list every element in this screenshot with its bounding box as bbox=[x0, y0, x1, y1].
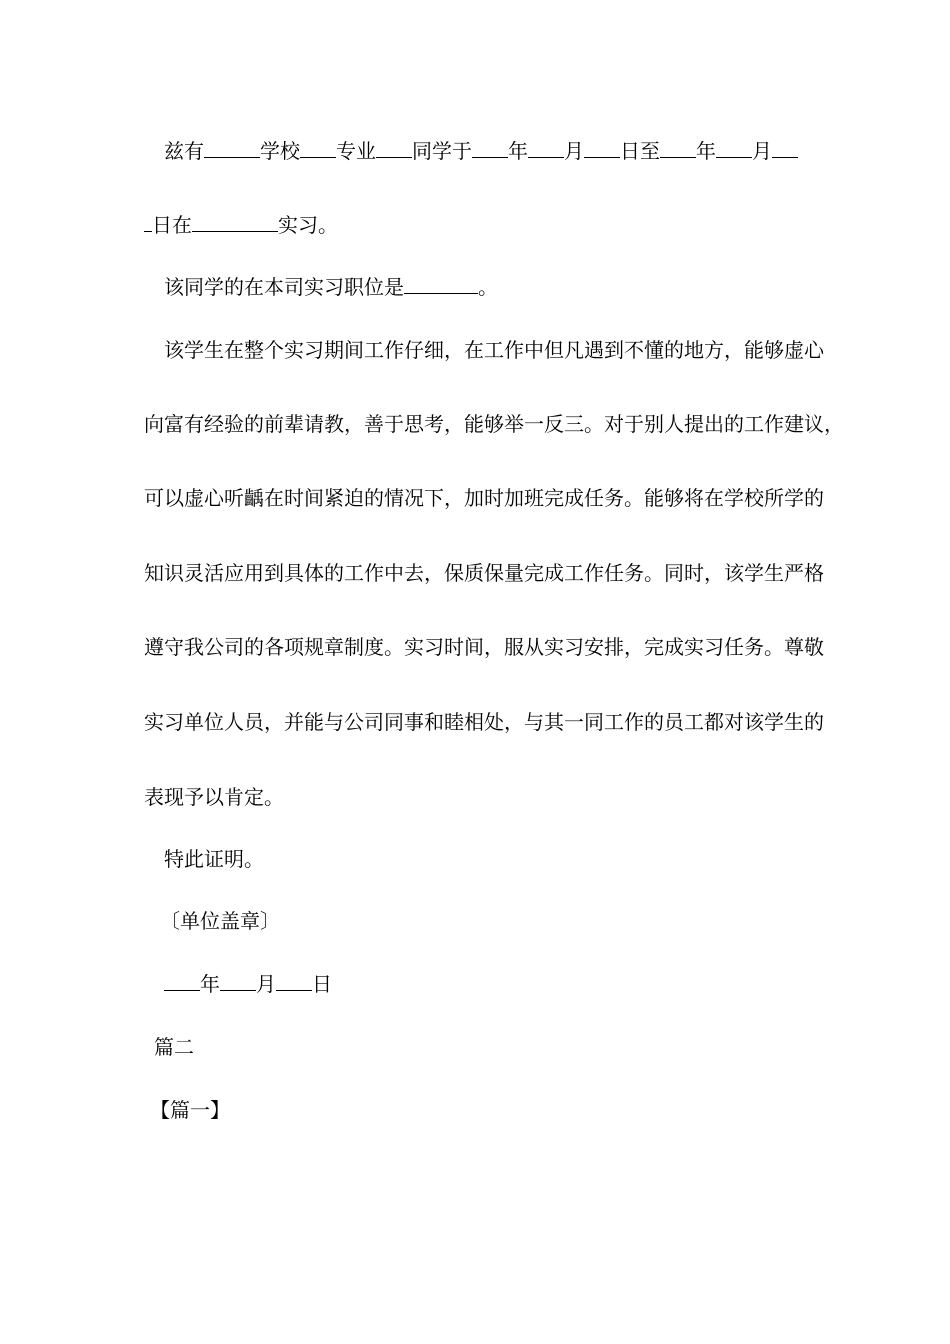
text-segment: 专业 bbox=[336, 139, 376, 163]
blank-day bbox=[276, 972, 312, 991]
text-segment: 月 bbox=[752, 139, 772, 163]
date-month-label: 月 bbox=[256, 972, 276, 996]
blank-year bbox=[164, 972, 200, 991]
date-year-label: 年 bbox=[200, 972, 220, 996]
date-line bbox=[164, 971, 332, 997]
body-line: 可以虚心听齲在时间紧迫的情况下，加时加班完成任务。能够将在学校所学的 bbox=[144, 486, 824, 510]
blank-school bbox=[204, 139, 260, 158]
text-segment: 。 bbox=[478, 275, 498, 299]
text-segment: 学校 bbox=[260, 139, 300, 163]
body-line: 遵守我公司的各项规章制度。实习时间，服从实习安排，完成实习任务。尊敬 bbox=[144, 635, 824, 659]
blank-start-day bbox=[584, 139, 620, 158]
body-line: 向富有经验的前辈请教，善于思考，能够举一反三。对于别人提出的工作建议， bbox=[144, 412, 844, 436]
blank-end-day bbox=[772, 139, 798, 158]
blank-major bbox=[300, 139, 336, 158]
text-segment: 兹有 bbox=[164, 139, 204, 163]
text-segment: 日至 bbox=[620, 139, 660, 163]
sub-title: 【篇一】 bbox=[150, 1098, 230, 1122]
body-line: 知识灵活应用到具体的工作中去，保质保量完成工作任务。同时，该学生严格 bbox=[144, 561, 824, 585]
blank-student bbox=[376, 139, 412, 158]
blank-company bbox=[192, 213, 278, 232]
text-segment: 月 bbox=[564, 139, 584, 163]
certificate-line-3 bbox=[164, 274, 498, 300]
section-title: 篇二 bbox=[154, 1035, 194, 1059]
blank-start-year bbox=[472, 139, 508, 158]
text-segment: 日在 bbox=[152, 213, 192, 237]
blank-start-month bbox=[528, 139, 564, 158]
body-line: 该学生在整个实习期间工作仔细，在工作中但凡遇到不懂的地方，能够虚心 bbox=[164, 338, 824, 362]
text-segment: 该同学的在本司实习职位是 bbox=[164, 275, 404, 299]
blank-end-day-cont bbox=[144, 213, 152, 232]
blank-month bbox=[220, 972, 256, 991]
body-line: 实习单位人员，并能与公司同事和睦相处，与其一同工作的员工都对该学生的 bbox=[144, 710, 824, 734]
blank-end-month bbox=[716, 139, 752, 158]
body-line: 表现予以肯定。 bbox=[144, 785, 284, 809]
blank-end-year bbox=[660, 139, 696, 158]
text-segment: 年 bbox=[508, 139, 528, 163]
seal-placeholder: 〔单位盖章〕 bbox=[160, 909, 280, 933]
certificate-line-1 bbox=[164, 138, 798, 164]
closing-text: 特此证明。 bbox=[164, 847, 264, 871]
date-day-label: 日 bbox=[312, 972, 332, 996]
blank-position bbox=[404, 275, 478, 294]
text-segment: 同学于 bbox=[412, 139, 472, 163]
certificate-line-2 bbox=[144, 212, 338, 238]
text-segment: 年 bbox=[696, 139, 716, 163]
text-segment: 实习。 bbox=[278, 213, 338, 237]
